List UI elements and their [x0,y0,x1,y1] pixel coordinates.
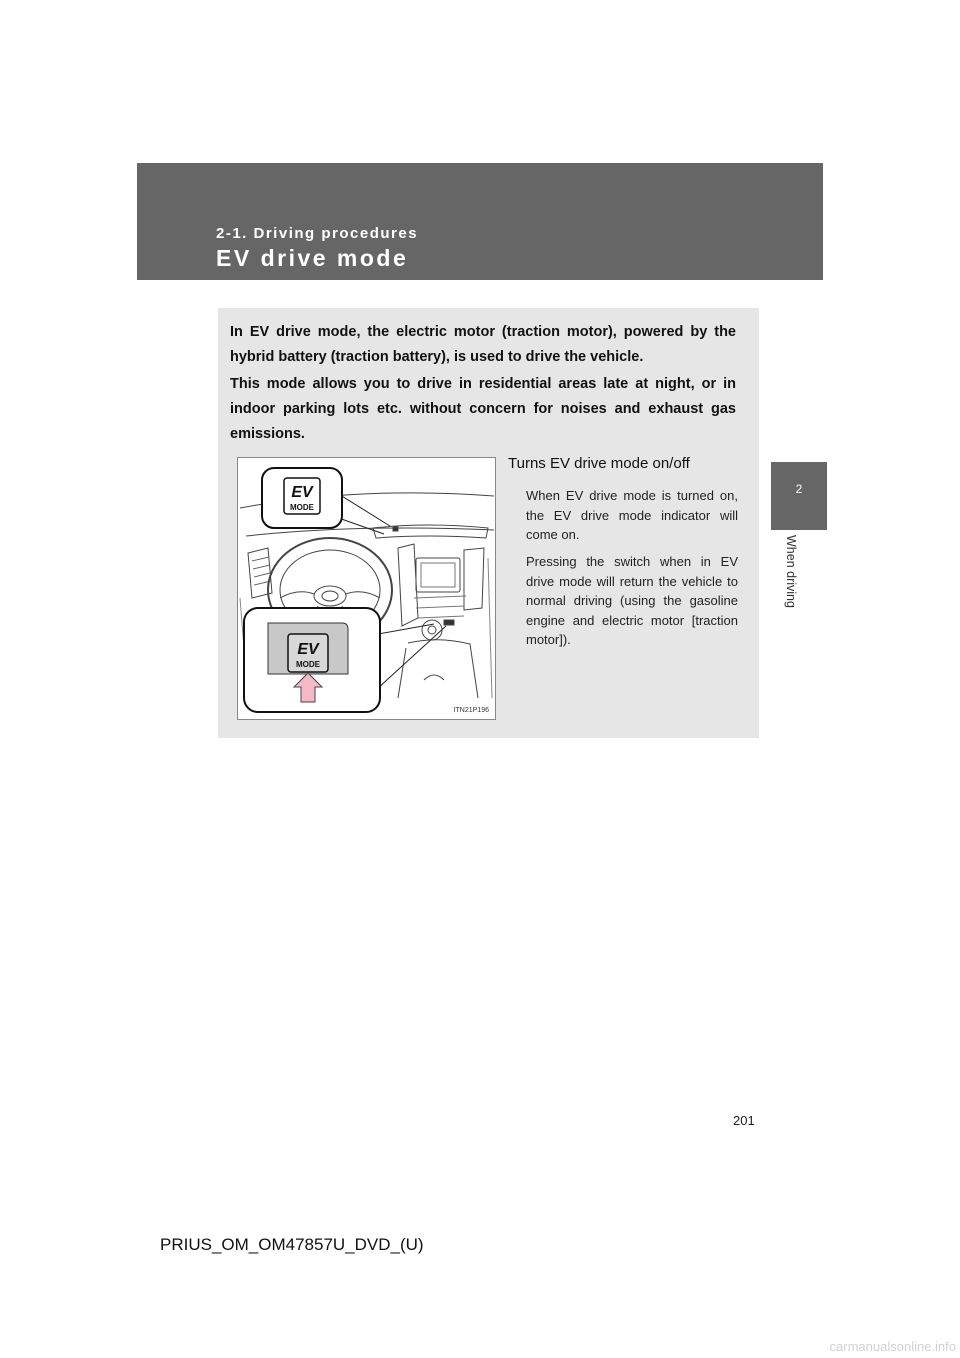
step-description-1: When EV drive mode is turned on, the EV drive mode indicator will come on. [526,488,738,542]
page-number: 201 [733,1113,755,1128]
figure-code: ITN21P196 [453,707,489,714]
chapter-number: 2 [795,482,803,496]
ev-indicator-icon [393,527,398,531]
content-panel [218,308,759,738]
section-label: 2-1. Driving procedures [216,225,419,242]
step-heading: Turns EV drive mode on/off [508,455,690,472]
callout-top-ev-text: EV [291,484,313,501]
dashboard-illustration [237,457,496,720]
callout-bottom-mode-text: MODE [296,660,320,669]
callout-top-mode-text: MODE [290,503,314,512]
document-code: PRIUS_OM_OM47857U_DVD_(U) [160,1235,424,1254]
callout-bottom-ev-text: EV [297,641,319,658]
ev-switch-icon [444,620,454,625]
page-title: EV drive mode [216,245,409,271]
header-band [137,163,823,280]
watermark: carmanualsonline.info [829,1339,956,1354]
intro-paragraph-1: In EV drive mode, the electric motor (traction motor), powered by the hybrid battery (traction battery), is used to drive the vehicle. [230,324,736,365]
dashboard-drawing [238,458,495,719]
chapter-tab[interactable] [771,462,827,530]
chapter-label: When driving [784,535,798,608]
step-description-2: Pressing the switch when in EV drive mode will return the vehicle to normal driving (using the gasoline engine and electric motor [traction motor]). [526,554,738,647]
intro-paragraph-2: This mode allows you to drive in residential areas late at night, or in indoor parking lots etc. without concern for noises and exhaust gas emissions. [230,376,736,442]
